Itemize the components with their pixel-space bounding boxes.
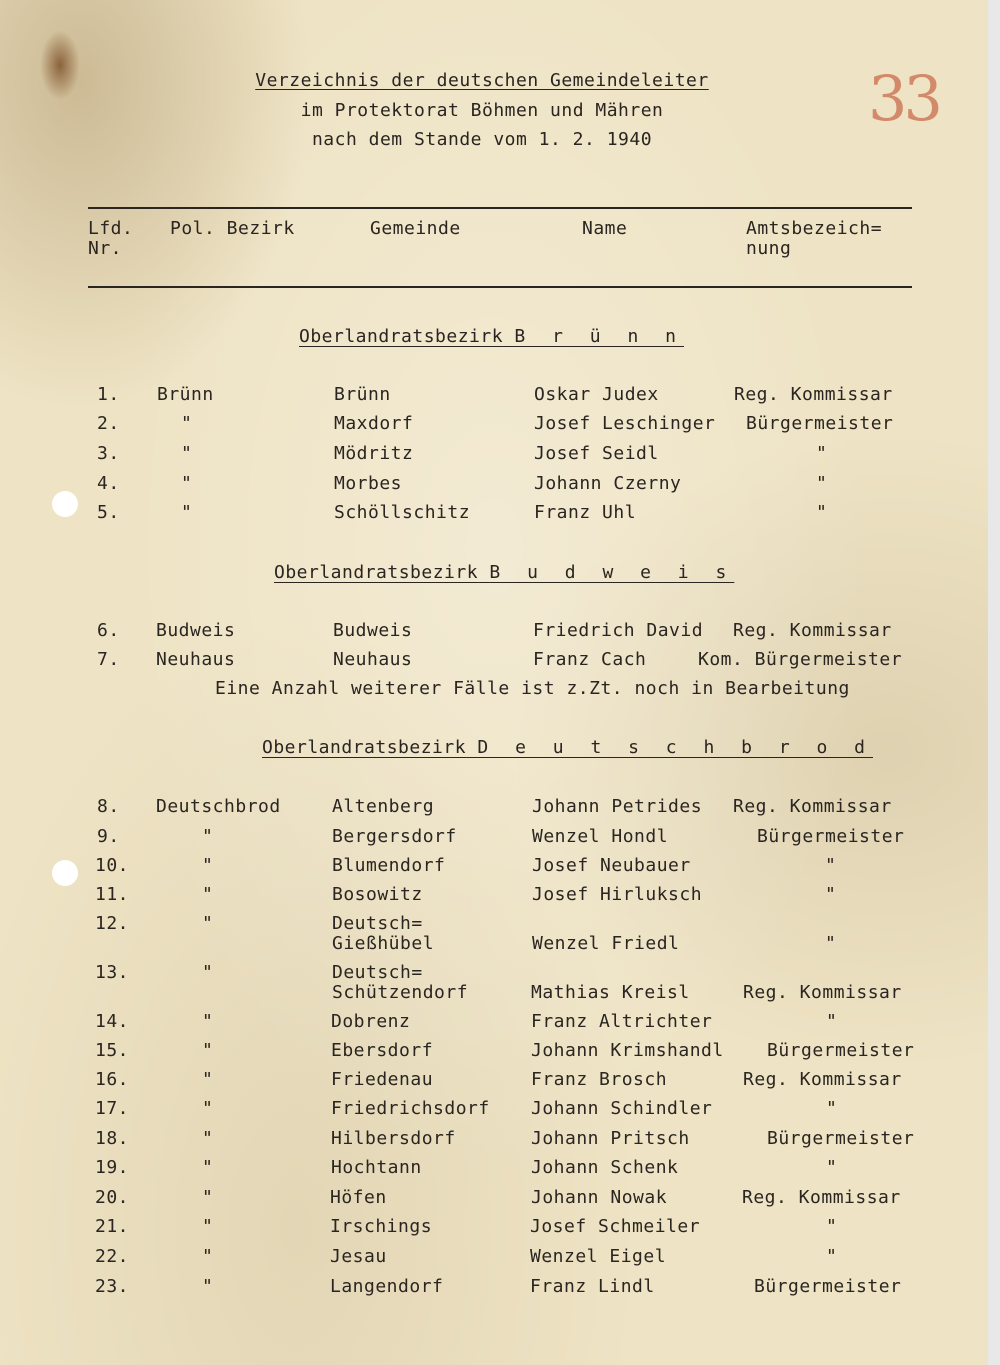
row-name: Johann Nowak bbox=[531, 1187, 668, 1208]
row-bezirk: " bbox=[202, 1216, 214, 1237]
punch-hole-top bbox=[52, 491, 78, 517]
row-amt: " bbox=[826, 1216, 838, 1237]
row-name: Josef Leschinger bbox=[534, 413, 716, 434]
row-bezirk: " bbox=[202, 1011, 214, 1032]
row-name: Johann Pritsch bbox=[531, 1128, 690, 1149]
header-rule-bottom bbox=[88, 286, 912, 288]
scan-edge bbox=[988, 0, 1000, 1365]
row-name: Franz Lindl bbox=[530, 1276, 655, 1297]
row-bezirk: Neuhaus bbox=[156, 649, 236, 670]
row-nr: 3. bbox=[97, 443, 120, 464]
row-gemeinde: Bergersdorf bbox=[332, 826, 457, 847]
row-nr: 4. bbox=[97, 473, 120, 494]
section-prefix: Oberlandratsbezirk bbox=[274, 562, 479, 583]
row-nr: 12. bbox=[95, 913, 130, 934]
row-name: Johann Krimshandl bbox=[531, 1040, 724, 1061]
title-line-2: im Protektorat Böhmen und Mähren bbox=[300, 100, 664, 121]
title-line-1: Verzeichnis der deutschen Gemeindeleiter bbox=[255, 70, 709, 91]
section-title-budweis bbox=[274, 562, 734, 583]
row-name: Josef Neubauer bbox=[532, 855, 691, 876]
row-bezirk: " bbox=[202, 1069, 214, 1090]
row-amt: Bürgermeister bbox=[767, 1040, 915, 1061]
section-place: D e u t s c h b r o d bbox=[477, 737, 873, 758]
row-gemeinde: Budweis bbox=[333, 620, 413, 641]
row-name: Friedrich David bbox=[533, 620, 704, 641]
row-amt: " bbox=[826, 1011, 838, 1032]
column-header-amt-2: nung bbox=[746, 238, 792, 259]
row-bezirk: " bbox=[202, 826, 214, 847]
header-rule-top bbox=[88, 207, 912, 209]
row-amt: " bbox=[826, 1157, 838, 1178]
title-line-3: nach dem Stande vom 1. 2. 1940 bbox=[311, 129, 653, 150]
row-gemeinde: Schöllschitz bbox=[334, 502, 471, 523]
row-amt: Reg. Kommissar bbox=[743, 982, 902, 1003]
row-bezirk: " bbox=[202, 913, 214, 934]
row-nr: 5. bbox=[97, 502, 120, 523]
row-name: Mathias Kreisl bbox=[531, 982, 690, 1003]
row-bezirk: " bbox=[202, 1187, 214, 1208]
row-bezirk: Deutschbrod bbox=[156, 796, 281, 817]
row-amt: " bbox=[826, 1246, 838, 1267]
row-amt: Bürgermeister bbox=[746, 413, 894, 434]
row-name: Josef Seidl bbox=[534, 443, 659, 464]
row-name: Franz Brosch bbox=[531, 1069, 668, 1090]
row-amt: " bbox=[825, 855, 837, 876]
row-amt: " bbox=[816, 443, 828, 464]
row-gemeinde: Ebersdorf bbox=[331, 1040, 434, 1061]
section-title-bruenn bbox=[299, 326, 684, 347]
row-bezirk: " bbox=[202, 1098, 214, 1119]
row-bezirk: " bbox=[202, 1040, 214, 1061]
row-gemeinde: Friedrichsdorf bbox=[331, 1098, 490, 1119]
row-bezirk: " bbox=[202, 1157, 214, 1178]
row-amt: " bbox=[816, 473, 828, 494]
column-header-amt-1: Amtsbezeich= bbox=[746, 218, 883, 239]
row-nr: 10. bbox=[95, 855, 130, 876]
row-gemeinde: Mödritz bbox=[334, 443, 414, 464]
row-amt: " bbox=[826, 1098, 838, 1119]
row-amt: Reg. Kommissar bbox=[743, 1069, 902, 1090]
row-amt: Reg. Kommissar bbox=[733, 796, 892, 817]
section-prefix: Oberlandratsbezirk bbox=[299, 326, 504, 347]
row-gemeinde: Neuhaus bbox=[333, 649, 413, 670]
row-bezirk: " bbox=[181, 413, 193, 434]
row-name: Josef Schmeiler bbox=[530, 1216, 701, 1237]
row-bezirk: " bbox=[202, 855, 214, 876]
row-gemeinde: Dobrenz bbox=[331, 1011, 411, 1032]
row-nr: 22. bbox=[95, 1246, 130, 1267]
row-amt: Reg. Kommissar bbox=[733, 620, 892, 641]
row-bezirk: " bbox=[202, 1128, 214, 1149]
row-nr: 9. bbox=[97, 826, 120, 847]
row-name: Johann Schenk bbox=[531, 1157, 679, 1178]
row-nr: 2. bbox=[97, 413, 120, 434]
row-gemeinde: Langendorf bbox=[330, 1276, 444, 1297]
row-gemeinde: Irschings bbox=[330, 1216, 433, 1237]
row-gemeinde-continued: Schützendorf bbox=[332, 982, 469, 1003]
column-header-nr-2: Nr. bbox=[88, 238, 123, 259]
row-nr: 15. bbox=[95, 1040, 130, 1061]
row-name: Johann Schindler bbox=[531, 1098, 713, 1119]
row-nr: 19. bbox=[95, 1157, 130, 1178]
row-gemeinde: Altenberg bbox=[332, 796, 435, 817]
row-nr: 14. bbox=[95, 1011, 130, 1032]
row-bezirk: " bbox=[181, 473, 193, 494]
row-bezirk: " bbox=[202, 1246, 214, 1267]
section-place: B u d w e i s bbox=[489, 562, 735, 583]
row-nr: 7. bbox=[97, 649, 120, 670]
row-name: Wenzel Friedl bbox=[532, 933, 680, 954]
row-gemeinde: Maxdorf bbox=[334, 413, 414, 434]
row-name: Johann Czerny bbox=[534, 473, 682, 494]
row-nr: 6. bbox=[97, 620, 120, 641]
row-gemeinde-continued: Gießhübel bbox=[332, 933, 435, 954]
row-gemeinde: Deutsch= bbox=[332, 913, 423, 934]
row-gemeinde: Bosowitz bbox=[332, 884, 423, 905]
row-name: Franz Uhl bbox=[534, 502, 637, 523]
row-bezirk: " bbox=[202, 962, 214, 983]
row-bezirk: Budweis bbox=[156, 620, 236, 641]
row-nr: 16. bbox=[95, 1069, 130, 1090]
row-nr: 13. bbox=[95, 962, 130, 983]
row-gemeinde: Brünn bbox=[334, 384, 391, 405]
row-name: Oskar Judex bbox=[534, 384, 659, 405]
row-nr: 8. bbox=[97, 796, 120, 817]
row-gemeinde: Hochtann bbox=[331, 1157, 422, 1178]
row-amt: " bbox=[825, 933, 837, 954]
row-name: Johann Petrides bbox=[532, 796, 703, 817]
row-name: Wenzel Hondl bbox=[532, 826, 669, 847]
row-amt: Bürgermeister bbox=[767, 1128, 915, 1149]
row-bezirk: " bbox=[181, 443, 193, 464]
section-note: Eine Anzahl weiterer Fälle ist z.Zt. noch in Bearbeitung bbox=[215, 678, 850, 699]
row-bezirk: " bbox=[181, 502, 193, 523]
row-gemeinde: Jesau bbox=[330, 1246, 387, 1267]
row-name: Franz Cach bbox=[533, 649, 647, 670]
row-amt: Reg. Kommissar bbox=[742, 1187, 901, 1208]
row-amt: Bürgermeister bbox=[757, 826, 905, 847]
row-amt: Reg. Kommissar bbox=[734, 384, 893, 405]
column-header-gemeinde: Gemeinde bbox=[370, 218, 461, 239]
row-amt: Kom. Bürgermeister bbox=[698, 649, 903, 670]
punch-hole-bottom bbox=[52, 860, 78, 886]
section-prefix: Oberlandratsbezirk bbox=[262, 737, 467, 758]
row-name: Franz Altrichter bbox=[531, 1011, 713, 1032]
row-nr: 17. bbox=[95, 1098, 130, 1119]
row-gemeinde: Friedenau bbox=[331, 1069, 434, 1090]
section-place: B r ü n n bbox=[514, 326, 684, 347]
row-nr: 18. bbox=[95, 1128, 130, 1149]
row-nr: 11. bbox=[95, 884, 130, 905]
page-number: 33 bbox=[868, 62, 939, 135]
row-gemeinde: Morbes bbox=[334, 473, 403, 494]
row-nr: 23. bbox=[95, 1276, 130, 1297]
column-header-nr-1: Lfd. bbox=[88, 218, 134, 239]
row-gemeinde: Höfen bbox=[330, 1187, 387, 1208]
row-name: Josef Hirluksch bbox=[532, 884, 703, 905]
row-amt: " bbox=[825, 884, 837, 905]
row-nr: 1. bbox=[97, 384, 120, 405]
row-amt: " bbox=[816, 502, 828, 523]
section-title-deutschbrod bbox=[262, 737, 873, 758]
row-bezirk: Brünn bbox=[157, 384, 214, 405]
row-bezirk: " bbox=[202, 884, 214, 905]
column-header-bezirk: Pol. Bezirk bbox=[170, 218, 295, 239]
row-bezirk: " bbox=[202, 1276, 214, 1297]
row-nr: 20. bbox=[95, 1187, 130, 1208]
row-gemeinde: Blumendorf bbox=[332, 855, 446, 876]
row-name: Wenzel Eigel bbox=[530, 1246, 667, 1267]
column-header-name: Name bbox=[582, 218, 628, 239]
row-gemeinde: Deutsch= bbox=[332, 962, 423, 983]
row-gemeinde: Hilbersdorf bbox=[331, 1128, 456, 1149]
row-nr: 21. bbox=[95, 1216, 130, 1237]
row-amt: Bürgermeister bbox=[754, 1276, 902, 1297]
